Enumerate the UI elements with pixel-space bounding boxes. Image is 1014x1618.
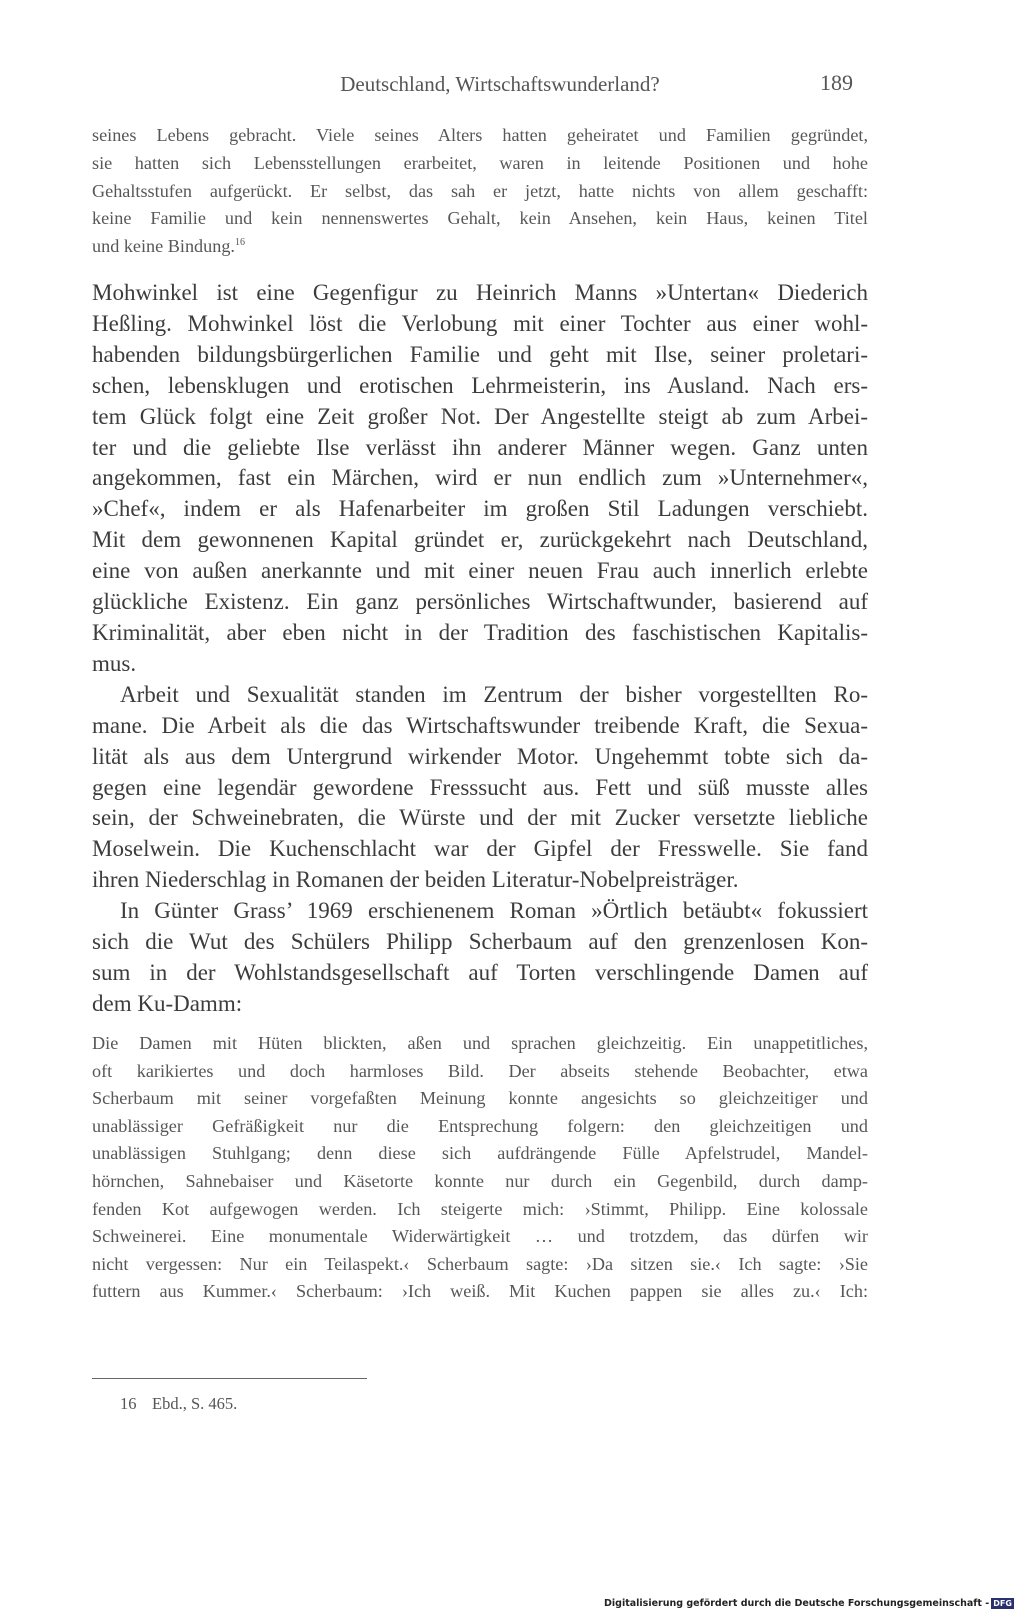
- text-line: dem Ku-Damm:: [92, 990, 243, 1016]
- text-line: seines Lebens gebracht. Viele seines Alters hatten geheiratet und Familien gegründet,: [92, 125, 868, 145]
- dfg-logo: DFG: [993, 1599, 1012, 1608]
- text-line-indent: Arbeit und Sexualität standen im Zentrum der bisher vorgestellten Ro-: [120, 681, 868, 707]
- text-line: mane. Die Arbeit als die das Wirtschaftswunder treibende Kraft, die Sexua-: [92, 712, 868, 738]
- text-line: mus.: [92, 650, 137, 676]
- block-quote-1: [92, 122, 868, 261]
- text-line: unablässiger Gefräßigkeit nur die Entsprechung folgern: den gleichzeitigen und: [92, 1115, 868, 1136]
- footnote: [120, 1394, 237, 1414]
- text-line: nicht vergessen: Nur ein Teilaspekt.‹ Scherbaum sagte: ›Da sitzen sie.‹ Ich sagte: ›Sie: [92, 1253, 868, 1274]
- text-line: Schweinerei. Eine monumentale Widerwärtigkeit … und trotzdem, das dürfen wir: [92, 1226, 868, 1247]
- text-line-content: und keine Bindung.: [92, 236, 235, 257]
- dfg-notice-text: Digitalisierung gefördert durch die Deutsche Forschungsgemeinschaft -: [604, 1598, 990, 1609]
- text-line: fenden Kot aufgewogen werden. Ich steigerte mich: ›Stimmt, Philipp. Eine kolossale: [92, 1198, 868, 1219]
- footnote-divider: [92, 1378, 367, 1379]
- text-line-indent: In Günter Grass’ 1969 erschienenem Roman »Örtlich betäubt« fokussiert: [120, 898, 868, 924]
- text-line: unablässigen Stuhlgang; denn diese sich aufdrängende Fülle Apfelstrudel, Mandel-: [92, 1143, 868, 1164]
- running-header: Deutschland, Wirtschaftswunderland?: [340, 72, 660, 96]
- footnote-number: 16: [120, 1394, 137, 1413]
- text-line: sie hatten sich Lebensstellungen erarbeitet, waren in leitende Positionen und hohe: [92, 152, 868, 173]
- text-line: sum in der Wohlstandsgesellschaft auf Torten verschlingende Damen auf: [92, 959, 868, 985]
- text-line: Kriminalität, aber eben nicht in der Tradition des faschistischen Kapitalis-: [92, 619, 868, 645]
- text-line: Gehaltsstufen aufgerückt. Er selbst, das sah er jetzt, hatte nichts von allem geschafft:: [92, 180, 868, 201]
- text-line: lität als aus dem Untergrund wirkender Motor. Ungehemmt tobte sich da-: [92, 743, 868, 769]
- text-line: angekommen, fast ein Märchen, wird er nun endlich zum »Unternehmer«,: [92, 465, 868, 491]
- text-line: gegen eine legendär gewordene Fresssucht aus. Fett und süß musste alles: [92, 774, 868, 800]
- text-line: ter und die geliebte Ilse verlässt ihn anderer Männer wegen. Ganz unten: [92, 434, 868, 460]
- text-line: »Chef«, indem er als Hafenarbeiter im großen Stil Ladungen verschiebt.: [92, 496, 868, 522]
- text-line: keine Familie und kein nennenswertes Gehalt, kein Ansehen, kein Haus, keinen Titel: [92, 208, 868, 229]
- text-line: Die Damen mit Hüten blickten, aßen und sprachen gleichzeitig. Ein unappetitliches,: [92, 1033, 868, 1053]
- footnote-reference: 16: [234, 237, 245, 249]
- footnote-text: Ebd., S. 465.: [152, 1394, 238, 1413]
- text-line: habenden bildungsbürgerlichen Familie und geht mit Ilse, seiner proletari-: [92, 341, 868, 367]
- text-line: Mohwinkel ist eine Gegenfigur zu Heinrich Manns »Untertan« Diederich: [92, 280, 868, 305]
- text-line: sein, der Schweinebraten, die Würste und der mit Zucker versetzte liebliche: [92, 805, 868, 831]
- text-line: tem Glück folgt eine Zeit großer Not. Der Angestellte steigt ab zum Arbei-: [92, 403, 868, 429]
- text-line: hörnchen, Sahnebaiser und Käsetorte konnte nur durch ein Gegenbild, durch damp-: [92, 1170, 868, 1191]
- text-line: oft karikiertes und doch harmloses Bild. Der abseits stehende Beobachter, etwa: [92, 1060, 868, 1081]
- text-line: sich die Wut des Schülers Philipp Scherbaum auf den grenzenlosen Kon-: [92, 929, 868, 955]
- text-line: Mit dem gewonnenen Kapital gründet er, zurückgekehrt nach Deutschland,: [92, 527, 868, 553]
- text-line: eine von außen anerkannte und mit einer neuen Frau auch innerlich erlebte: [92, 558, 868, 584]
- text-line: ihren Niederschlag in Romanen der beiden Literatur-Nobelpreisträger.: [92, 867, 739, 893]
- text-line: futtern aus Kummer.‹ Scherbaum: ›Ich weiß. Mit Kuchen pappen sie alles zu.‹ Ich:: [92, 1281, 868, 1302]
- text-line-last: [92, 233, 868, 261]
- text-line: Scherbaum mit seiner vorgefaßten Meinung konnte angesichts so gleichzeitiger und: [92, 1088, 868, 1109]
- page-number: 189: [820, 70, 853, 95]
- block-quote-2: [92, 1030, 868, 1306]
- text-line: Moselwein. Die Kuchenschlacht war der Gipfel der Fresswelle. Sie fand: [92, 836, 868, 862]
- dfg-notice: [604, 1598, 1014, 1609]
- main-text: [92, 278, 868, 1020]
- text-line: schen, lebensklugen und erotischen Lehrmeisterin, ins Ausland. Nach ers-: [92, 372, 868, 398]
- text-line: glückliche Existenz. Ein ganz persönliches Wirtschaftwunder, basierend auf: [92, 589, 868, 615]
- text-line: Heßling. Mohwinkel löst die Verlobung mit einer Tochter aus einer wohl-: [92, 310, 868, 336]
